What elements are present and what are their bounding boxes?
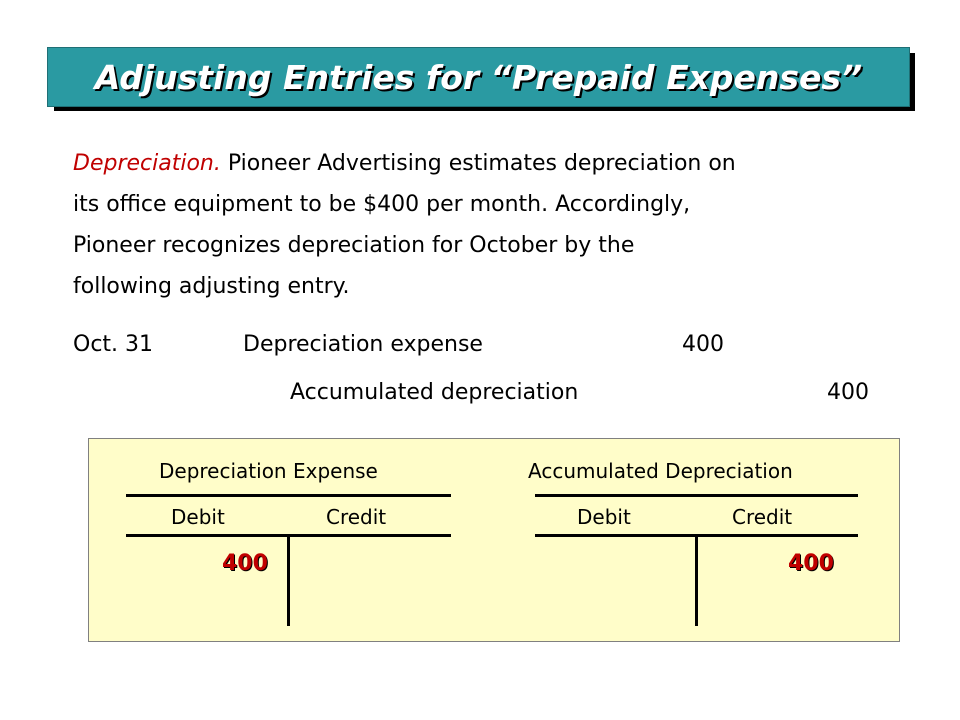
- entry-date: Oct. 31: [73, 332, 154, 357]
- t-account-2-credit-amount: 400: [788, 551, 834, 576]
- t-account-1-top-rule: [126, 494, 451, 497]
- title-banner: [47, 47, 910, 107]
- t-account-1-credit-label: Credit: [326, 505, 387, 529]
- t-account-1-debit-label: Debit: [171, 505, 225, 529]
- entry-credit-amount: 400: [827, 380, 869, 405]
- t-accounts-panel: [88, 438, 900, 642]
- entry-debit-account: Depreciation expense: [243, 332, 483, 357]
- paragraph-line-4: following adjusting entry.: [73, 274, 350, 299]
- t-account-title-depreciation-expense: Depreciation Expense: [159, 459, 378, 483]
- paragraph-line-2: its office equipment to be $400 per month. Accordingly,: [73, 192, 691, 217]
- t-account-2-debit-label: Debit: [577, 505, 631, 529]
- entry-credit-account: Accumulated depreciation: [290, 380, 579, 405]
- paragraph-line-1: [73, 143, 923, 184]
- t-account-2-divider: [695, 534, 698, 626]
- paragraph-line-3: Pioneer recognizes depreciation for October by the: [73, 233, 635, 258]
- paragraph-line-1-text: Pioneer Advertising estimates depreciation on: [220, 151, 736, 176]
- depreciation-paragraph: [73, 143, 923, 307]
- t-account-title-accumulated-depreciation: Accumulated Depreciation: [528, 459, 793, 483]
- page-title: Adjusting Entries for “Prepaid Expenses”: [94, 57, 863, 97]
- paragraph-lead: Depreciation.: [73, 151, 221, 176]
- t-account-1-debit-amount: 400: [222, 551, 268, 576]
- t-account-2-credit-label: Credit: [732, 505, 793, 529]
- t-account-1-divider: [287, 534, 290, 626]
- entry-debit-amount: 400: [682, 332, 724, 357]
- t-account-2-top-rule: [535, 494, 858, 497]
